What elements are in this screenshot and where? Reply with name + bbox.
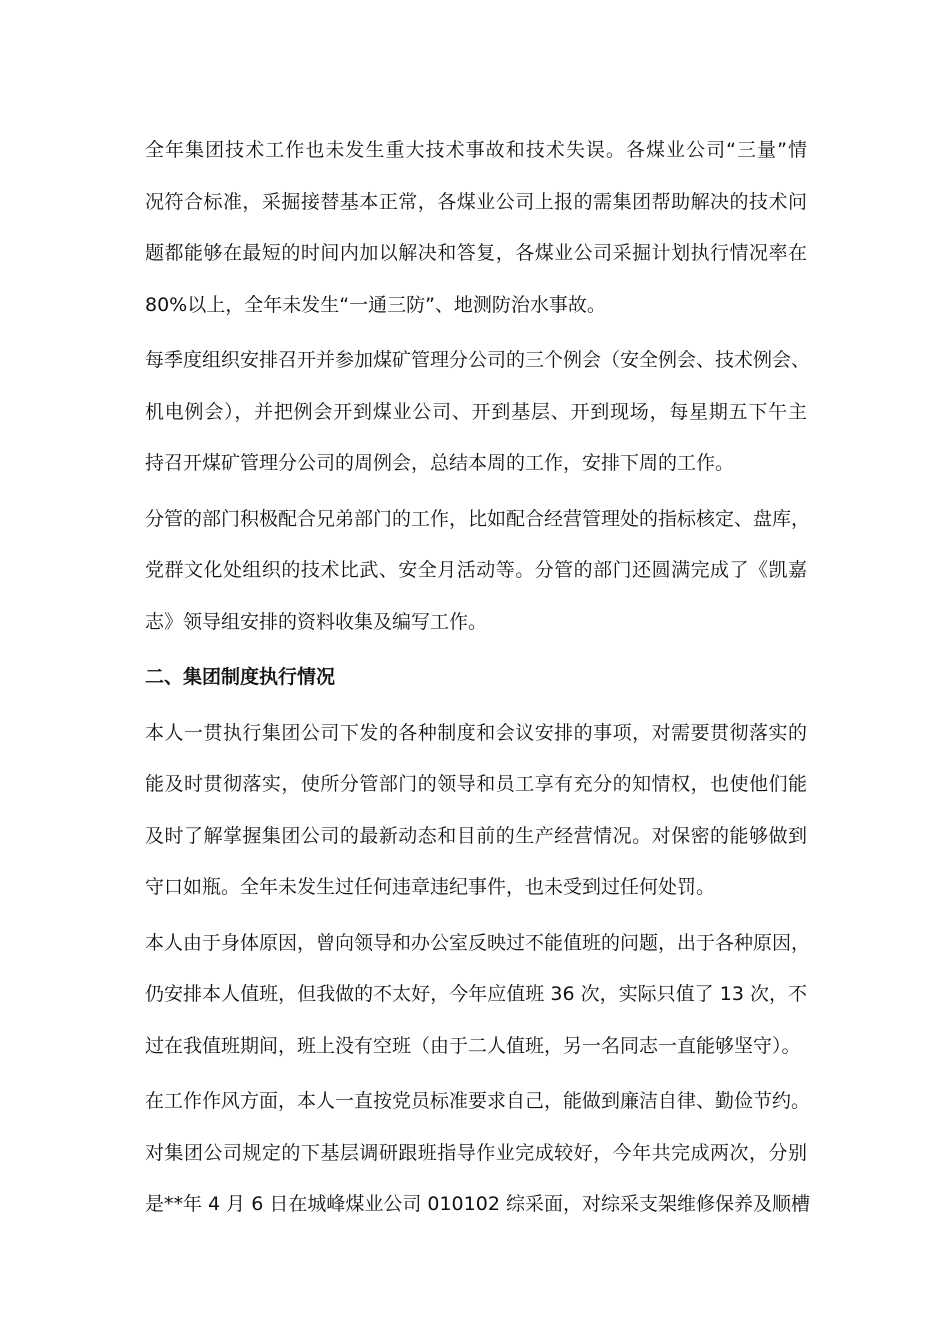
paragraph-work-style: [145, 1076, 811, 1231]
text-line: 能及时贯彻落实，使所分管部门的领导和员工享有充分的知情权，也使他们能: [145, 773, 807, 795]
paragraph-duty: [145, 918, 811, 1073]
paragraph-meetings: [145, 335, 811, 490]
text-line: 在工作作风方面，本人一直按党员标准要求自己，能做到廉洁自律、勤俭节约。: [145, 1090, 811, 1112]
text-line: 80%以上，全年未发生“一通三防”、地测防治水事故。: [145, 293, 606, 316]
paragraph-cooperation: [145, 494, 811, 649]
document-body: [145, 125, 811, 1235]
text-line: 党群文化处组织的技术比武、安全月活动等。分管的部门还圆满完成了《凯嘉: [145, 559, 807, 581]
text-line: 分管的部门积极配合兄弟部门的工作，比如配合经营管理处的指标核定、盘库，: [145, 507, 811, 530]
text-line: 过在我值班期间，班上没有空班（由于二人值班，另一名同志一直能够坚守）。: [145, 1034, 801, 1057]
text-line: 况符合标准，采掘接替基本正常，各煤业公司上报的需集团帮助解决的技术问: [145, 190, 807, 213]
text-line: 仍安排本人值班，但我做的不太好，今年应值班 36 次，实际只值了 13 次，不: [145, 983, 807, 1005]
text-line: 守口如瓶。全年未发生过任何违章违纪事件，也未受到过任何处罚。: [145, 876, 716, 898]
text-line: 全年集团技术工作也未发生重大技术事故和技术失误。各煤业公司“三量”情: [145, 139, 807, 161]
text-line: 本人一贯执行集团公司下发的各种制度和会议安排的事项，对需要贯彻落实的: [145, 721, 807, 744]
text-line: 机电例会），并把例会开到煤业公司、开到基层、开到现场，每星期五下午主: [145, 400, 807, 423]
text-line: 及时了解掌握集团公司的最新动态和目前的生产经营情况。对保密的能够做到: [145, 824, 807, 847]
text-line: 本人由于身体原因，曾向领导和办公室反映过不能值班的问题，出于各种原因，: [145, 931, 811, 954]
text-line: 志》领导组安排的资料收集及编写工作。: [145, 610, 488, 633]
paragraph-tech-work: [145, 125, 807, 331]
text-line: 是**年 4 月 6 日在城峰煤业公司 010102 综采面，对综采支架维修保养及顺槽: [145, 1193, 810, 1215]
text-line: 题都能够在最短的时间内加以解决和答复，各煤业公司采掘计划执行情况率在: [145, 242, 807, 264]
section-heading: 二、集团制度执行情况: [145, 666, 336, 688]
paragraph-rules-execution: [145, 708, 807, 914]
text-line: 持召开煤矿管理分公司的周例会，总结本周的工作，安排下周的工作。: [145, 452, 735, 474]
text-line: 对集团公司规定的下基层调研跟班指导作业完成较好，今年共完成两次，分别: [145, 1141, 807, 1164]
text-line: 每季度组织安排召开并参加煤矿管理分公司的三个例会（安全例会、技术例会、: [145, 349, 811, 371]
